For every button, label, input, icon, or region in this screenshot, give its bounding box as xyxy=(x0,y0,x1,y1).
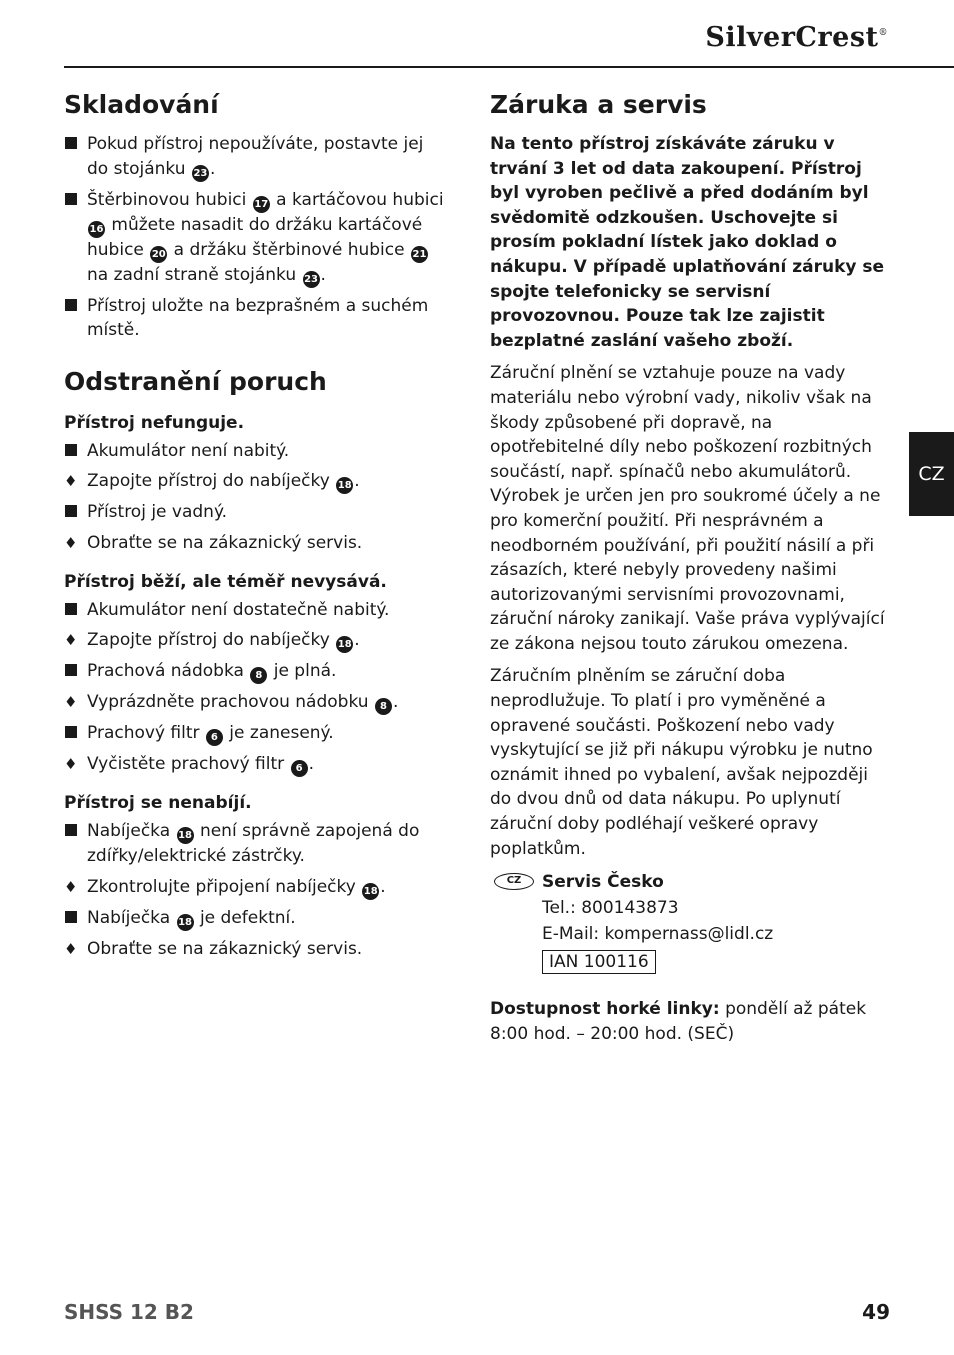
cause-item: Akumulátor není dostatečně nabitý. xyxy=(64,598,449,623)
storage-title: Skladování xyxy=(64,90,219,119)
cause-item: Nabíječka 18 není správně zapojená do zdířky/elektrické zástrčky. xyxy=(64,819,449,869)
warranty-paragraph: Záručním plněním se záruční doba neprodlužuje. To platí i pro vyměněné a opravené součásti. Poškození nebo vady vyskytující se již při nákupu výrobku je nutno oznámit ihned po vybalení, avšak nejpozději do dvou dnů od data nákupu. Po uplynutí záruční doby podléhají veškeré opravy poplatkům. xyxy=(490,666,873,859)
remedy-item: ♦ Obraťte se na zákaznický servis. xyxy=(64,937,449,962)
bullet-square-icon xyxy=(65,444,77,456)
right-column xyxy=(490,90,890,1046)
footer-model: SHSS 12 B2 xyxy=(64,1300,194,1324)
bullet-square-icon xyxy=(65,299,77,311)
storage-item: Pokud přístroj nepoužíváte, postavte jej do stojánku 23 . xyxy=(64,132,449,182)
service-contact xyxy=(490,869,890,975)
bullet-square-icon xyxy=(65,137,77,149)
cause-item: Přístroj je vadný. xyxy=(64,500,449,525)
bullet-square-icon xyxy=(65,664,77,676)
bullet-square-icon xyxy=(65,726,77,738)
bullet-square-icon xyxy=(65,193,77,205)
hotline-hours: 8:00 hod. – 20:00 hod. (SEČ) xyxy=(490,1023,735,1044)
cause-item: Prachový filtr 6 je zanesený. xyxy=(64,721,449,746)
hotline-info xyxy=(490,997,890,1046)
page-number: 49 xyxy=(862,1300,890,1324)
remedy-item: ♦ Zkontrolujte připojení nabíječky 18 . xyxy=(64,875,449,900)
left-column xyxy=(64,90,449,967)
problem-heading: Přístroj se nenabíjí. xyxy=(64,793,252,814)
part-number-badge: 17 xyxy=(253,196,270,213)
warranty-paragraph: Záruční plnění se vztahuje pouze na vady materiálu nebo výrobní vady, nikoliv však na škody způsobené při dopravě, na opotřebitelné díly nebo poškození rozbitných součástí, např. spínačů nebo akumulátorů. Výrobek je určen jen pro soukromé účely a ne pro komerční použití. Při nesprávném a neodborném používání, při použití násilí a při zásazích, které nebyly provedeny našimi autorizovanými servisními provozovnami, záruční nároky zanikají. Vaše práva vyplývající ze zákona nejsou touto zárukou omezena. xyxy=(490,363,885,654)
cause-item: Akumulátor není nabitý. xyxy=(64,439,449,464)
remedy-item: ♦ Obraťte se na zákaznický servis. xyxy=(64,531,449,556)
warranty-intro: Na tento přístroj získáváte záruku v trvání 3 let od data zakoupení. Přístroj byl vyroben pečlivě a před dodáním byl svědomitě odzkoušen. Uschovejte si prosím pokladní lístek jako doklad o nákupu. V případě uplatňování záruky se spojte telefonicky se servisní provozovnou. Pouze tak lze zajistit bezplatné zaslání vašeho zboží. xyxy=(490,134,885,351)
bullet-diamond-icon: ♦ xyxy=(64,939,78,958)
ian-box: IAN 100116 xyxy=(542,950,656,974)
remedy-item: ♦ Zapojte přístroj do nabíječky 18 . xyxy=(64,469,449,494)
cause-item: Nabíječka 18 je defektní. xyxy=(64,906,449,931)
part-number-badge: 23 xyxy=(303,271,320,288)
part-number-badge: 8 xyxy=(250,667,267,684)
brand-name: SilverCrest xyxy=(705,22,879,53)
bullet-diamond-icon: ♦ xyxy=(64,533,78,552)
hotline-label: Dostupnost horké linky: xyxy=(490,999,720,1020)
part-number-badge: 18 xyxy=(177,827,194,844)
part-number-badge: 18 xyxy=(362,883,379,900)
brand-logo xyxy=(705,22,888,53)
part-number-badge: 18 xyxy=(177,914,194,931)
warranty-title: Záruka a servis xyxy=(490,90,707,119)
storage-item: Přístroj uložte na bezprašném a suchém místě. xyxy=(64,294,449,343)
part-number-badge: 20 xyxy=(150,246,167,263)
part-number-badge: 16 xyxy=(88,221,105,238)
troubleshooting-title: Odstranění poruch xyxy=(64,366,327,396)
bullet-diamond-icon: ♦ xyxy=(64,877,78,896)
remedy-item: ♦ Vyprázdněte prachovou nádobku 8 . xyxy=(64,690,449,715)
bullet-square-icon xyxy=(65,911,77,923)
hotline-days: pondělí až pátek xyxy=(719,999,867,1020)
part-number-badge: 8 xyxy=(375,698,392,715)
remedy-item: ♦ Vyčistěte prachový filtr 6 . xyxy=(64,752,449,777)
problem-heading: Přístroj nefunguje. xyxy=(64,412,245,433)
problem-heading: Přístroj běží, ale téměř nevysává. xyxy=(64,571,387,592)
part-number-badge: 18 xyxy=(336,636,353,653)
service-phone: Tel.: 800143873 xyxy=(542,898,679,919)
language-tab: CZ xyxy=(909,432,954,516)
bullet-square-icon xyxy=(65,824,77,836)
bullet-diamond-icon: ♦ xyxy=(64,693,78,712)
bullet-square-icon xyxy=(65,603,77,615)
part-number-badge: 23 xyxy=(192,165,209,182)
registered-mark: ® xyxy=(878,28,888,38)
part-number-badge: 18 xyxy=(336,477,353,494)
service-email: E-Mail: kompernass@lidl.cz xyxy=(542,924,774,945)
part-number-badge: 21 xyxy=(411,246,428,263)
remedy-item: ♦ Zapojte přístroj do nabíječky 18 . xyxy=(64,628,449,653)
bullet-square-icon xyxy=(65,505,77,517)
bullet-diamond-icon: ♦ xyxy=(64,755,78,774)
country-badge: CZ xyxy=(494,873,534,890)
bullet-diamond-icon: ♦ xyxy=(64,472,78,491)
bullet-diamond-icon: ♦ xyxy=(64,631,78,650)
cause-item: Prachová nádobka 8 je plná. xyxy=(64,659,449,684)
header-rule xyxy=(64,66,954,68)
part-number-badge: 6 xyxy=(206,729,223,746)
storage-item: Štěrbinovou hubici 17 a kartáčovou hubici 16 můžete nasadit do držáku kartáčové hubice 20 a držáku štěrbinové hubice 21 na zadní straně stojánku 23 . xyxy=(64,188,449,288)
part-number-badge: 6 xyxy=(291,760,308,777)
service-name: Servis Česko xyxy=(542,872,664,893)
